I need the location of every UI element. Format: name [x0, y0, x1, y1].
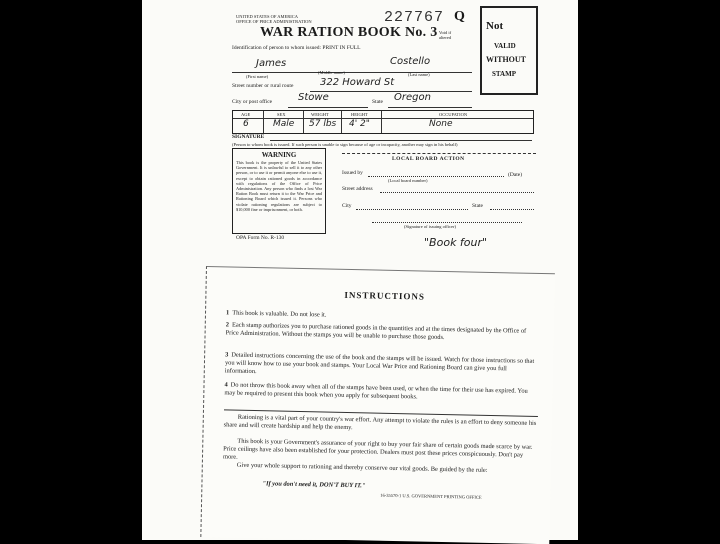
- not-valid-stamp: [480, 6, 538, 95]
- board-title: LOCAL BOARD ACTION: [392, 156, 465, 162]
- street-address-label: Street address: [342, 186, 373, 192]
- ident-label: Identification of person to whom issued: PRINT IN FULL: [232, 45, 361, 51]
- warning-text: This book is the property of the United States Government. It is unlawful to sell it to any other person, or to use it or permit anyone else to use it, except to obtain rationed goods in accordance with regulations of the Office of Price Administration. Any person who finds a lost War Ration Book must return it to the War Price and Rationing Board which issued it. Persons who violate rationing regulations are subject to $10,000 fine or imprisonment, or both.: [236, 160, 322, 212]
- serial-letter: Q: [454, 9, 465, 24]
- printer-note: 16-35570-1 U.S. GOVERNMENT PRINTING OFFICE: [380, 492, 482, 500]
- date-caption: (Date): [508, 172, 523, 178]
- board-city-label: City: [342, 203, 352, 209]
- handwritten-note: "Book four": [424, 236, 488, 249]
- instructions-title: INSTRUCTIONS: [344, 289, 426, 302]
- header-age: AGE: [241, 112, 251, 117]
- city-line: [288, 107, 368, 108]
- occupation-value: None: [429, 119, 453, 129]
- form-number: OPA Form No. R-130: [236, 235, 285, 241]
- middle-name-caption: (Middle name): [318, 70, 345, 75]
- header-occupation: OCCUPATION: [439, 112, 468, 117]
- stamp-line-3: WITHOUT: [486, 55, 527, 64]
- agency-line-2: OFFICE OF PRICE ADMINISTRATION: [236, 19, 312, 24]
- instructions-page: [200, 266, 555, 544]
- header-height: HEIGHT: [351, 112, 368, 117]
- stamp-line-2: VALID: [494, 42, 516, 50]
- stamp-line-4: STAMP: [492, 70, 516, 78]
- instructions-para-2: This book is your Government's assurance of your right to buy your fair share of certain goods made scarce by war. Price ceilings have also been established for your protection. Dealers must post these prices conspicuously. Don't pay more.: [222, 437, 533, 461]
- state-line: [388, 107, 472, 108]
- book-title: WAR RATION BOOK No. 3: [260, 25, 438, 40]
- issued-by-label: Issued by: [342, 170, 363, 176]
- last-name-caption: (Last name): [408, 72, 430, 77]
- instruction-item-1: 1 This book is valuable. Do not lose it.: [225, 309, 327, 319]
- stamp-line-1: Not: [486, 20, 504, 32]
- height-value: 4' 2": [349, 119, 370, 129]
- age-value: 6: [243, 119, 249, 129]
- name-line: [232, 72, 472, 73]
- first-name-value: James: [256, 58, 287, 69]
- signing-officer-caption: (Signature of issuing officer): [404, 224, 457, 229]
- board-state-label: State: [472, 203, 483, 209]
- agency-line-1: UNITED STATES OF AMERICA: [236, 14, 299, 19]
- serial-number: 227767: [384, 9, 445, 26]
- header-weight: WEIGHT: [311, 112, 329, 117]
- instruction-item-3: 3 Detailed instructions concerning the use of the book and the stamps will be issued. Watch for those instructions so that you will know how to use your book and stamps. Your Local War Price and Rationing Board can give you full information.: [224, 351, 535, 376]
- ration-book-scan: [142, 0, 578, 540]
- header-sex: SEX: [277, 112, 286, 117]
- street-label: Street number or rural route: [232, 83, 294, 89]
- first-name-caption: (First name): [246, 74, 269, 79]
- instructions-motto: "If you don't need it, DON'T BUY IT.": [262, 480, 366, 490]
- signature-line: [270, 140, 532, 141]
- instruction-item-4: 4 Do not throw this book away when all of the stamps have been used, or when the time for their use has expired. You may be required to present this book when you apply for subsequent books.: [224, 381, 528, 401]
- city-value: Stowe: [298, 92, 329, 103]
- instruction-item-2: 2 Each stamp authorizes you to purchase rationed goods in the quantities and at the times designated by the Office of Price Administration. Without the stamps you will be unable to purchase those goods.: [225, 321, 527, 342]
- stats-grid: [232, 110, 534, 134]
- board-number-caption: (Local board number): [388, 178, 428, 183]
- warning-title: WARNING: [261, 151, 297, 159]
- instructions-para-1: Rationing is a vital part of your country's war effort. Any attempt to violate the rules is an effort to deny someone his share and will create hardship and help the enemy.: [223, 413, 537, 432]
- signature-note: (Person to whom book is issued. If such person is unable to sign because of age or incapacity, another may sign in his behalf): [232, 142, 458, 147]
- last-name-value: Costello: [390, 56, 431, 67]
- sex-value: Male: [273, 119, 295, 129]
- state-value: Oregon: [394, 92, 431, 103]
- state-label: State: [372, 99, 383, 105]
- street-line: [310, 91, 472, 92]
- warning-box: [232, 148, 326, 234]
- signature-label: SIGNATURE: [232, 134, 265, 140]
- void-note: Void if altered: [438, 30, 452, 40]
- weight-value: 57 lbs: [309, 119, 337, 129]
- street-value: 322 Howard St: [320, 77, 395, 88]
- city-label: City or post office: [232, 99, 273, 105]
- instructions-para-3: Give your whole support to rationing and thereby conserve our vital goods. Be guided by the rule:: [236, 461, 488, 474]
